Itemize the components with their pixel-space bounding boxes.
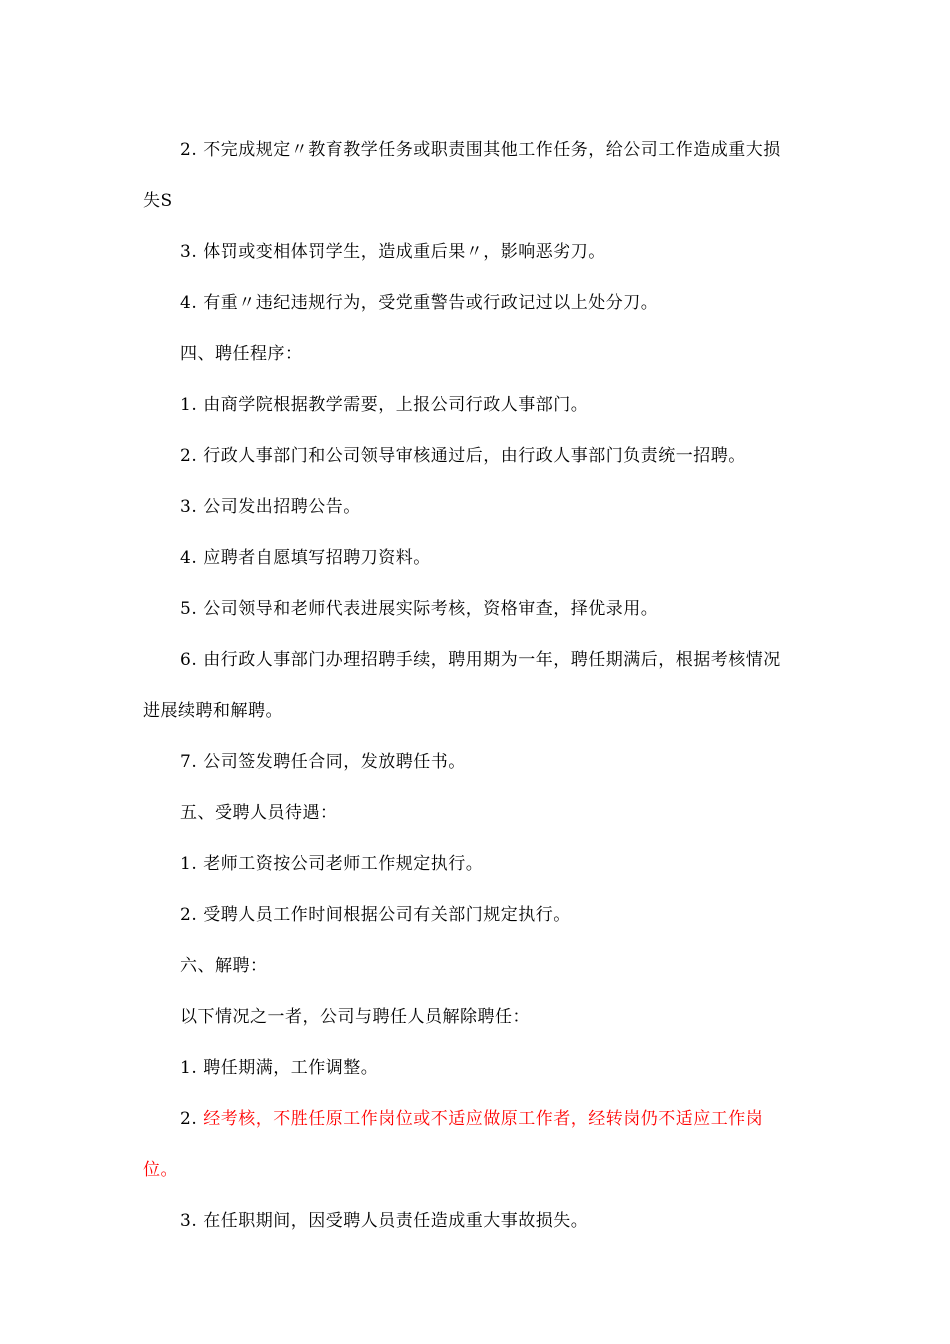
paragraph-text: 有重〃违纪违规行为，受党重警告或行政记过以上处分刀。 — [203, 293, 659, 313]
paragraph-text: 由商学院根据教学需要，上报公司行政人事部门。 — [203, 395, 589, 415]
paragraph-number: 1. — [180, 395, 198, 415]
section-heading-dismissal — [180, 955, 268, 977]
section-heading-text: 四、聘任程序： — [180, 344, 303, 364]
paragraph-text: 不完成规定〃教育教学任务或职责围其他工作任务，给公司工作造成重大损 — [203, 140, 781, 160]
paragraph-text-continued: 进展续聘和解聘。 — [143, 701, 283, 721]
section-heading-text: 五、受聘人员待遇： — [180, 803, 338, 823]
dismissal-item-1 — [180, 1057, 378, 1079]
procedure-item-6-line1 — [180, 649, 781, 671]
paragraph-number: 2. — [180, 446, 198, 466]
paragraph-text-continued: 失S — [143, 191, 173, 211]
paragraph-2-line2 — [143, 190, 173, 212]
paragraph-text: 行政人事部门和公司领导审核通过后，由行政人事部门负责统一招聘。 — [203, 446, 746, 466]
paragraph-text: 受聘人员工作时间根据公司有关部门规定执行。 — [203, 905, 571, 925]
paragraph-text: 应聘者自愿填写招聘刀资料。 — [203, 548, 431, 568]
procedure-item-6-line2 — [143, 700, 283, 722]
paragraph-number: 2. — [180, 905, 198, 925]
highlighted-paragraph-text: 经考核，不胜任原工作岗位或不适应做原工作者，经转岗仍不适应工作岗 — [203, 1109, 764, 1129]
paragraph-4 — [180, 292, 658, 314]
paragraph-number: 7. — [180, 752, 198, 772]
section-heading-text: 六、解聘： — [180, 956, 268, 976]
dismissal-item-2-line1 — [180, 1108, 763, 1130]
paragraph-text: 体罚或变相体罚学生，造成重后果〃，影响恶劣刀。 — [203, 242, 606, 262]
paragraph-number: 1. — [180, 854, 198, 874]
benefits-item-1 — [180, 853, 483, 875]
dismissal-item-2-line2 — [143, 1159, 178, 1181]
paragraph-number: 3. — [180, 497, 198, 517]
procedure-item-2 — [180, 445, 746, 467]
paragraph-number: 3. — [180, 1211, 198, 1231]
paragraph-number: 5. — [180, 599, 198, 619]
paragraph-number: 3. — [180, 242, 198, 262]
paragraph-number: 2. — [180, 140, 198, 160]
paragraph-text: 公司发出招聘公告。 — [203, 497, 361, 517]
highlighted-paragraph-text-continued: 位。 — [143, 1160, 178, 1180]
dismissal-item-3 — [180, 1210, 588, 1232]
paragraph-text: 由行政人事部门办理招聘手续，聘用期为一年，聘任期满后，根据考核情况 — [203, 650, 781, 670]
paragraph-text: 公司签发聘任合同，发放聘任书。 — [203, 752, 466, 772]
procedure-item-3 — [180, 496, 361, 518]
paragraph-text: 公司领导和老师代表进展实际考核，资格审查，择优录用。 — [203, 599, 659, 619]
paragraph-number: 4. — [180, 293, 198, 313]
section-heading-benefits — [180, 802, 338, 824]
dismissal-intro — [180, 1006, 530, 1028]
procedure-item-5 — [180, 598, 658, 620]
paragraph-text: 在任职期间，因受聘人员责任造成重大事故损失。 — [203, 1211, 589, 1231]
paragraph-number: 4. — [180, 548, 198, 568]
procedure-item-7 — [180, 751, 466, 773]
paragraph-number: 2. — [180, 1109, 198, 1129]
paragraph-text: 以下情况之一者，公司与聘任人员解除聘任： — [180, 1007, 530, 1027]
paragraph-3 — [180, 241, 606, 263]
section-heading-hiring-procedure — [180, 343, 303, 365]
benefits-item-2 — [180, 904, 571, 926]
paragraph-text: 聘任期满，工作调整。 — [203, 1058, 379, 1078]
procedure-item-4 — [180, 547, 431, 569]
paragraph-number: 6. — [180, 650, 198, 670]
paragraph-number: 1. — [180, 1058, 198, 1078]
procedure-item-1 — [180, 394, 588, 416]
paragraph-text: 老师工资按公司老师工作规定执行。 — [203, 854, 484, 874]
paragraph-2-line1 — [180, 139, 781, 161]
